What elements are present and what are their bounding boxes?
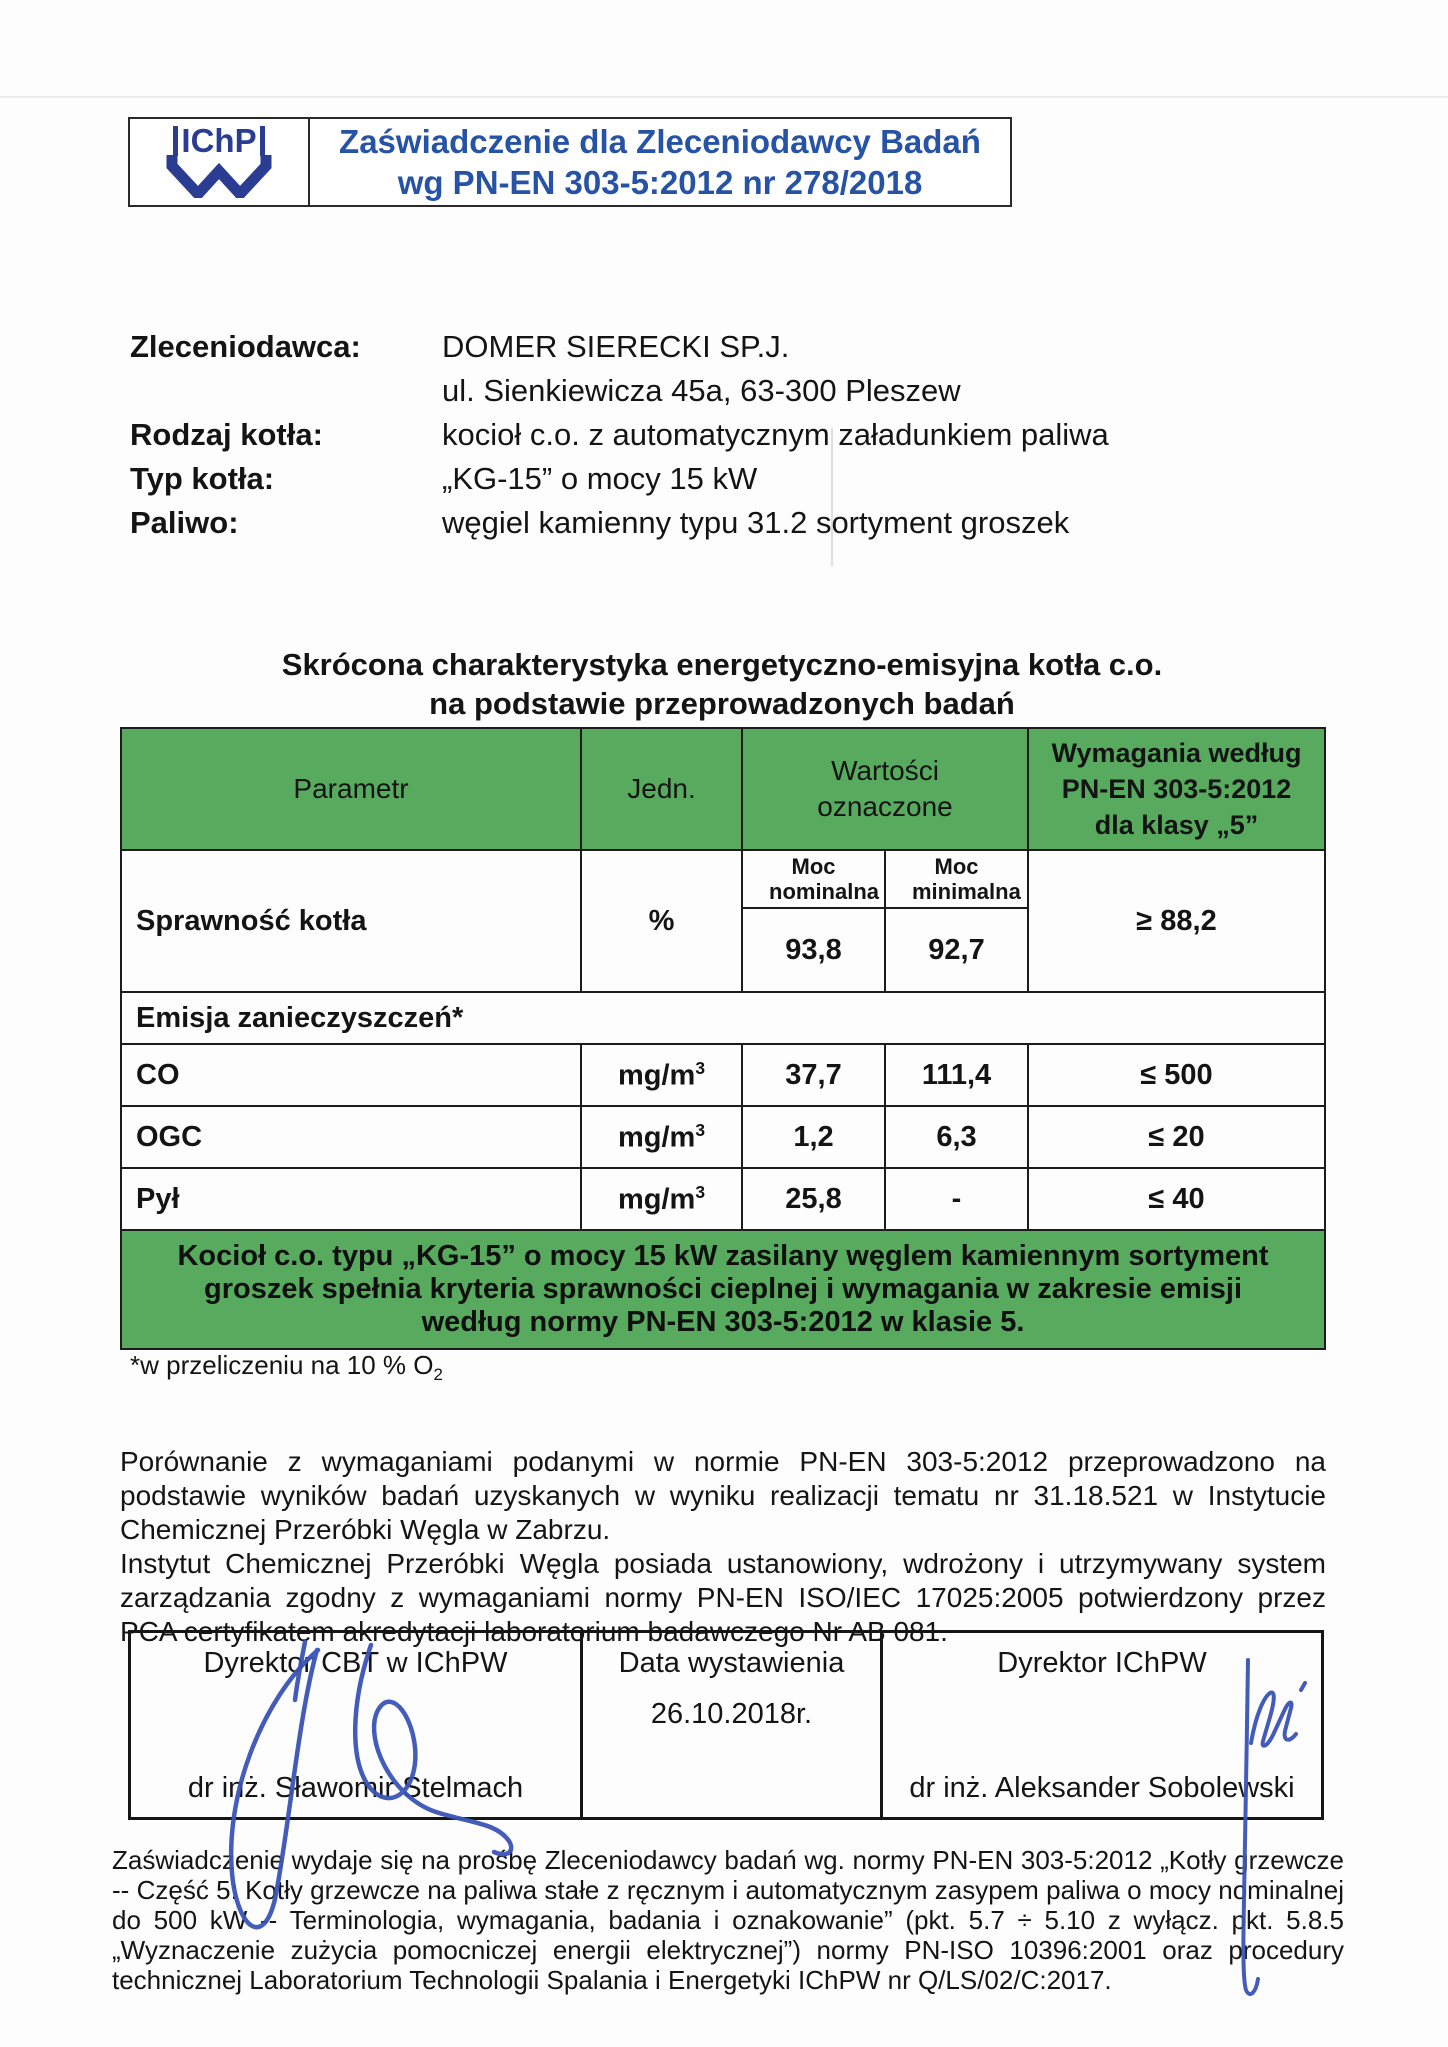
- conclusion-row: [121, 1230, 1325, 1349]
- signature-left-title: Dyrektor CBT w IChPW: [203, 1647, 508, 1679]
- cell-pyl-unit: $mg/m^3$: [581, 1168, 742, 1230]
- table-row-pyl: [121, 1168, 1325, 1230]
- ichpw-logo-text: IChP: [173, 126, 264, 156]
- table-header-row: [121, 728, 1325, 850]
- footnote: *w przeliczeniu na 10 % $O_2$: [130, 1350, 443, 1385]
- scan-artifact-band: [0, 96, 1448, 98]
- cell-emisja-header: Emisja zanieczyszczeń*: [121, 992, 1325, 1044]
- cell-val-minimal: 92,7: [885, 908, 1028, 992]
- signature-left-name: dr inż. Sławomir Stelmach: [187, 1772, 524, 1804]
- results-table: [120, 727, 1326, 1350]
- conclusion-text: Kocioł c.o. typu „KG-15” o mocy 15 kW zasilany węglem kamiennym sortyment groszek spełnia kryteria sprawności cieplnej i wymagania w zakresie emisji według normy PN-EN 303-5:2012 w klasie 5.: [121, 1230, 1325, 1349]
- cell-pyl-val2: -: [885, 1168, 1028, 1230]
- header-wymagania: Wymagania według PN-EN 303-5:2012 dla klasy „5”: [1028, 728, 1325, 850]
- ichpw-logo: [130, 119, 310, 205]
- info-row-fuel: [130, 501, 1310, 545]
- cell-moc-nominalna: Moc nominalna: [742, 850, 885, 908]
- body-paragraphs: [120, 1445, 1326, 1649]
- info-value: węgiel kamienny typu 31.2 sortyment groszek: [442, 505, 1070, 540]
- info-value: ul. Sienkiewicza 45a, 63-300 Pleszew: [442, 373, 961, 408]
- cell-ogc-unit: $mg/m^3$: [581, 1106, 742, 1168]
- info-label: Typ kotła:: [130, 461, 275, 496]
- cell-ogc-val1: 1,2: [742, 1106, 885, 1168]
- info-row-boiler-kind: [130, 413, 1310, 457]
- issue-date-value: 26.10.2018r.: [650, 1698, 813, 1730]
- cell-ogc-req: ≤ 20: [1028, 1106, 1325, 1168]
- cell-moc-minimalna: Moc minimalna: [885, 850, 1028, 908]
- cell-co-req: ≤ 500: [1028, 1044, 1325, 1106]
- cell-pyl-req: ≤ 40: [1028, 1168, 1325, 1230]
- header-box: [128, 117, 1012, 207]
- signature-cell-right: [883, 1633, 1321, 1817]
- section-title: [120, 645, 1324, 723]
- info-label: [130, 369, 442, 413]
- cell-ogc: OGC: [121, 1106, 581, 1168]
- issue-date-label: Data wystawienia: [618, 1647, 845, 1679]
- signature-right-title: Dyrektor IChPW: [997, 1647, 1207, 1679]
- header-wartosci: Wartości oznaczone: [742, 728, 1028, 850]
- cell-co-val2: 111,4: [885, 1044, 1028, 1106]
- table-row-co: [121, 1044, 1325, 1106]
- cell-req-efficiency: ≥ 88,2: [1028, 850, 1325, 992]
- certificate-title-line2: wg PN-EN 303-5:2012 nr 278/2018: [397, 164, 923, 201]
- cell-sprawnosc: Sprawność kotła: [121, 850, 581, 992]
- section-title-line1: Skrócona charakterystyka energetyczno-emisyjna kotła c.o.: [281, 647, 1163, 682]
- paragraph-comparison: Porównanie z wymaganiami podanymi w normie PN-EN 303-5:2012 przeprowadzono na podstawie wyników badań uzyskanych w wyniku realizacji tematu nr 31.18.521 w Instytucie Chemicznej Przeróbki Węgla w Zabrzu.: [120, 1446, 1326, 1545]
- section-title-line2: na podstawie przeprowadzonych badań: [429, 686, 1015, 721]
- signature-right-name: dr inż. Aleksander Sobolewski: [909, 1772, 1295, 1804]
- signature-block: [128, 1630, 1324, 1820]
- client-info: [130, 325, 1310, 545]
- footer-legal-text: Zaświadczenie wydaje się na prośbę Zleceniodawcy badań wg. normy PN-EN 303-5:2012 „Kotły grzewcze -- Część 5: Kotły grzewcze na paliwa stałe z ręcznym i automatycznym zasypem paliwa o mocy nominalnej do 500 kW -- Terminologia, wymagania, badania i oznakowanie” (pkt. 5.7 ÷ 5.10 z wyłącz. pkt. 5.8.5 „Wyznaczenie zużycia pomocniczej energii elektrycznej”) normy PN-ISO 10396:2001 oraz procedury technicznej Laboratorium Technologii Spalania i Energetyki IChPW nr Q/LS/02/C:2017.: [112, 1845, 1344, 1995]
- cell-co-unit: $mg/m^3$: [581, 1044, 742, 1106]
- efficiency-subheader-row: [121, 850, 1325, 908]
- emissions-header-row: [121, 992, 1325, 1044]
- ichpw-logo-w-icon: [165, 154, 273, 198]
- cell-ogc-val2: 6,3: [885, 1106, 1028, 1168]
- cell-pyl: Pył: [121, 1168, 581, 1230]
- header-parametr: Parametr: [121, 728, 581, 850]
- cell-co: CO: [121, 1044, 581, 1106]
- info-value: „KG-15” o mocy 15 kW: [442, 461, 758, 496]
- info-row-boiler-type: [130, 457, 1310, 501]
- table-row-ogc: [121, 1106, 1325, 1168]
- info-row-client: [130, 325, 1310, 369]
- cell-val-nominal: 93,8: [742, 908, 885, 992]
- signature-cell-middle: [583, 1633, 883, 1817]
- info-value: kocioł c.o. z automatycznym załadunkiem paliwa: [442, 417, 1109, 452]
- paragraph-accreditation: Instytut Chemicznej Przeróbki Węgla posiada ustanowiony, wdrożony i utrzymywany system zarządzania zgodny z wymaganiami normy PN-EN ISO/IEC 17025:2005 potwierdzony przez PCA certyfikatem akredytacji laboratorium badawczego Nr AB 081.: [120, 1548, 1326, 1647]
- cell-pyl-val1: 25,8: [742, 1168, 885, 1230]
- certificate-title-line1: Zaświadczenie dla Zleceniodawcy Badań: [339, 123, 981, 160]
- info-label: Rodzaj kotła:: [130, 417, 323, 452]
- certificate-title: [310, 119, 1010, 205]
- header-jedn: Jedn.: [581, 728, 742, 850]
- signature-cell-left: [131, 1633, 583, 1817]
- info-value: DOMER SIERECKI SP.J.: [442, 329, 790, 364]
- cell-percent: %: [581, 850, 742, 992]
- info-label: Zleceniodawca:: [130, 329, 361, 364]
- info-label: Paliwo:: [130, 505, 239, 540]
- cell-co-val1: 37,7: [742, 1044, 885, 1106]
- info-row-address: [130, 369, 1310, 413]
